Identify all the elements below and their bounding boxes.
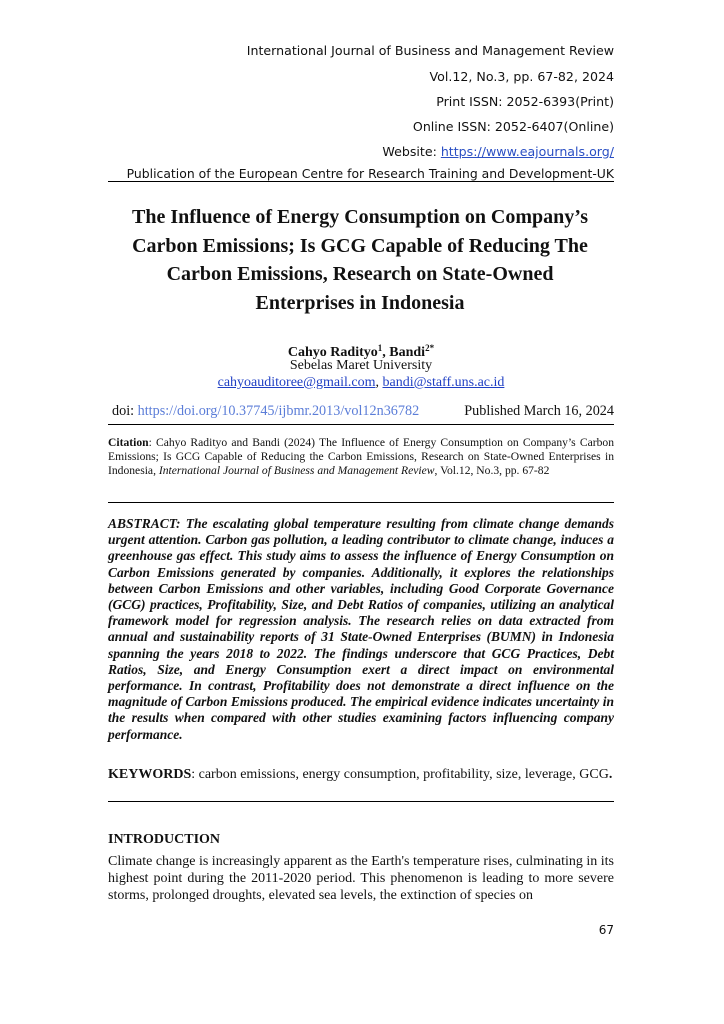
page-number: 67	[598, 923, 614, 937]
citation	[108, 436, 614, 479]
doi-line	[112, 403, 614, 420]
abstract	[108, 516, 614, 743]
keywords-end: .	[608, 767, 613, 782]
article-title	[100, 203, 620, 317]
online-issn: Online ISSN: 2052-6407(Online)	[412, 119, 614, 134]
website-line	[382, 144, 614, 159]
publisher-line: Publication of the European Centre for Research Training and Development-UK	[126, 166, 614, 181]
title-line: The Influence of Energy Consumption on Company’s	[132, 206, 588, 228]
website-label: Website:	[382, 144, 441, 159]
email-link[interactable]: bandi@staff.uns.ac.id	[382, 375, 505, 390]
doi-divider	[108, 424, 614, 425]
email-link[interactable]: cahyoauditoree@gmail.com	[217, 375, 376, 390]
citation-label: Citation	[108, 436, 149, 449]
print-issn: Print ISSN: 2052-6393(Print)	[436, 94, 614, 109]
author-name: Bandi	[389, 345, 426, 360]
email-separator: ,	[375, 375, 383, 390]
published-date: Published March 16, 2024	[464, 403, 614, 419]
citation-journal: International Journal of Business and Management Review	[158, 464, 435, 478]
citation-details: , Vol.12, No.3, pp. 67-82	[434, 464, 550, 478]
keywords-label: KEYWORDS	[108, 767, 192, 782]
email-line	[108, 374, 614, 391]
doi-label: doi:	[112, 403, 138, 419]
author-name: Cahyo Radityo	[287, 345, 378, 360]
intro-paragraph: Climate change is increasingly apparent as the Earth's temperature rises, culminating in its highest point during the 2011-2020 period. This phenomenon is leading to more severe storms, prolonged droughts, elevated sea levels, the extinction of species on	[108, 854, 614, 903]
citation-text: : Cahyo Radityo and Bandi (2024) The Influence of Energy Consumption on Company’s Carbon Emissions; Is GCG Capable of Reducing the Carbon Emissions, Research on State-Owned Enterprises in Indonesia,	[108, 436, 614, 478]
section-heading: INTRODUCTION	[108, 832, 221, 847]
keywords-divider	[108, 801, 614, 802]
abstract-label: ABSTRACT:	[108, 516, 181, 531]
website-link[interactable]: https://www.eajournals.org/	[440, 144, 614, 159]
citation-divider	[108, 502, 614, 503]
affiliation: Sebelas Maret University	[289, 358, 433, 373]
title-line: Carbon Emissions; Is GCG Capable of Reducing The	[132, 234, 588, 257]
header-divider	[108, 181, 614, 182]
keywords	[108, 766, 614, 784]
author-affil-marker: 2*	[425, 343, 435, 353]
title-line: Carbon Emissions, Research on State-Owned	[166, 263, 554, 285]
keywords-text: : carbon emissions, energy consumption, profitability, size, leverage, GCG	[191, 767, 609, 782]
title-line: Enterprises in Indonesia	[255, 291, 465, 314]
journal-name: International Journal of Business and Management Review	[246, 43, 614, 58]
author-separator: ,	[382, 345, 390, 360]
volume-info: Vol.12, No.3, pp. 67-82, 2024	[429, 69, 614, 84]
abstract-text: The escalating global temperature resulting from climate change demands urgent attention. Carbon gas pollution, a leading contributor to climate change, induces a greenhouse gas effect. This study aims to assess the influence of Energy Consumption on Carbon Emissions generated by companies. Additionally, it explores the relationships between Carbon Emissions and other variables, including Good Corporate Governance (GCG) practices, Profitability, Size, and Debt Ratios of companies, utilizing an analytical framework model for regression analysis. The research relies on data extracted from annual and sustainability reports of 31 State-Owned Enterprises (BUMN) in Indonesia spanning the years 2018 to 2022. The findings underscore that GCG Practices, Debt Ratios, Size, and Energy Consumption exert a direct impact on environmental performance. In contrast, Profitability does not demonstrate a direct influence on the magnitude of Carbon Emissions produced. The empirical evidence indicates uncertainty in the results when compared with other studies examining factors influencing company performance.	[108, 516, 614, 742]
author-affil-marker: 1	[377, 343, 383, 353]
doi-link[interactable]: https://doi.org/10.37745/ijbmr.2013/vol12n36782	[137, 403, 420, 419]
